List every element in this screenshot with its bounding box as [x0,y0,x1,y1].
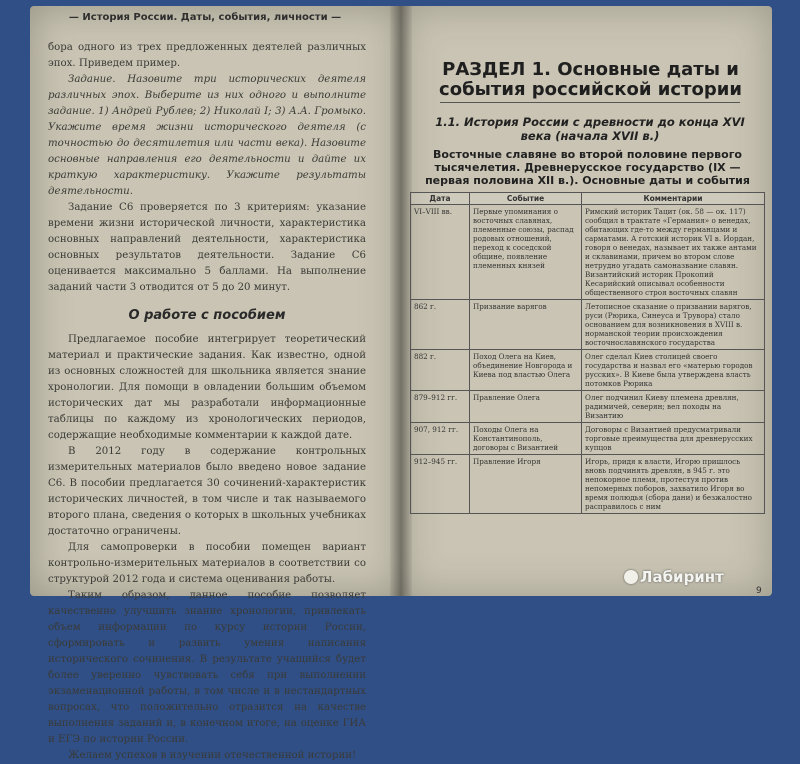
cell-comment: Римский историк Тацит (ок. 58 — ок. 117) сообщил в трактате «Германия» о венедах, обитающих где-то между германцами и сарматами. А готский историк VI в. Иордан, говоря о венедах, называет их также антами и склавинами, причем во втором слове нетрудно угадать самоназвание славян. Византийский историк Прокопий Кесарийский описывал особенности общественного строя восточных славян [582,205,765,300]
cell-event: Походы Олега на Константинополь, договоры с Византией [470,423,582,455]
paragraph: Предлагаемое пособие интегрирует теоретический материал и практические задания. Как известно, одной из основных сложностей для школьника является знание хронологии. Для помощи в овладении большим объемом исторических дат мы разработали информационные таблицы по каждому из хронологических периодов, содержащие необходимые комментарии к каждой дате. [48,334,366,441]
cell-event: Призвание варягов [470,300,582,350]
cell-event: Правление Олега [470,391,582,423]
running-header: — История России. Даты, события, личности — [68,12,342,23]
cell-date: 879–912 гг. [411,391,470,423]
column-header-event: Событие [470,193,582,205]
table-row [411,205,765,300]
cell-event: Правление Игоря [470,455,582,514]
cell-comment: Летописное сказание о призвании варягов, руси (Рюрика, Синеуса и Трувора) стало основанием для возникновения в XVIII в. норманской теории происхождения восточнославянского государства [582,300,765,350]
book-gutter [390,6,412,596]
cell-date: 862 г. [411,300,470,350]
paragraph-task-example: Задание. Назовите три исторических деятеля различных эпох. Выберите из них одного и выполните задание. 1) Андрей Рублев; 2) Николай I; 3) А.А. Громыко. Укажите время жизни исторического деятеля (с точностью до десятилетия или части века). Назовите основные направления его деятельности и дайте их краткую характеристику. Укажите результаты деятельности. [48,74,366,197]
table-row [411,455,765,514]
events-table [410,192,765,514]
left-section-heading: О работе с пособием [128,308,286,323]
column-header-comments: Комментарии [582,193,765,205]
cell-date: 907, 912 гг. [411,423,470,455]
left-page-text [48,40,366,764]
column-header-date: Дата [411,193,470,205]
table-row [411,423,765,455]
table-row [411,300,765,350]
cell-comment: Олег сделал Киев столицей своего государства и назвал его «матерью городов русских». В Киеве была утверждена власть потомков Рюрика [582,350,765,391]
paragraph: Желаем успехов в изучении отечественной истории! [68,750,357,761]
cell-event: Поход Олега на Киев, объединение Новгорода и Киева под властью Олега [470,350,582,391]
section-title: РАЗДЕЛ 1. Основные даты и события российской истории [439,59,742,100]
paragraph: Таким образом, данное пособие позволяет качественно улучшить знание хронологии, привлекать объем информации по курсу истории России, сформировать и развить умения написания исторического сочинения. В результате учащийся будет более уверенно чувствовать себя при выполнении экзаменационной работы, в том числе и в нестандартных вопросах, что положительно отразится на качестве выполнения заданий и, в конечном итоге, на оценке ГИА и ЕГЭ по истории России. [48,590,366,745]
subsection-title: 1.1. История России с древности до конца XVI века (начала XVII в.) [435,115,745,143]
cell-comment: Олег подчинил Киеву племена древлян, радимичей, северян; вел походы на Византию [582,391,765,423]
page-number: 9 [756,586,762,596]
title-divider [440,102,740,103]
paragraph: Задание С6 проверяется по 3 критериям: указание времени жизни исторической личности, характеристика основных направлений деятельности, характеристика основных результатов деятельности. Задание С6 оценивается максимально 5 баллами. На выполнение заданий части 3 отводится от 5 до 20 минут. [48,202,366,293]
paragraph: Для самопроверки в пособии помещен вариант контрольно-измерительных материалов в соответствии со структурой 2012 года и система оценивания работы. [48,542,366,585]
cell-date: 912–945 гг. [411,455,470,514]
cell-date: 882 г. [411,350,470,391]
table-row [411,350,765,391]
paragraph: бора одного из трех предложенных деятелей различных эпох. Приведем пример. [48,42,366,69]
cell-date: VI–VIII вв. [411,205,470,300]
table-row [411,391,765,423]
labyrinth-logo-icon [624,570,638,584]
cell-comment: Договоры с Византией предусматривали торговые преимущества для древнерусских купцов [582,423,765,455]
cell-event: Первые упоминания о восточных славянах, племенные союзы, распад родовых отношений, переход к соседской общине, появление племенных князей [470,205,582,300]
table-header-row [411,193,765,205]
topic-title: Восточные славяне во второй половине первого тысячелетия. Древнерусское государство (IX — первая половина XII в.). Основные даты и события [425,148,750,187]
watermark: Лабиринт [640,568,724,586]
cell-comment: Игорь, придя к власти, Игорю пришлось вновь подчинять древлян, в 945 г. это непокорное племя, протестуя против непомерных поборов, захватило Игоря во время полюдья (сбора дани) и безжалостно расправилось с ним [582,455,765,514]
paragraph: В 2012 году в содержание контрольных измерительных материалов было введено новое задание С6. В пособии предлагается 30 сочинений-характеристик исторических личностей, в том числе и так называемого второго плана, сведения о которых в школьных учебниках достаточно ограничены. [48,446,366,537]
